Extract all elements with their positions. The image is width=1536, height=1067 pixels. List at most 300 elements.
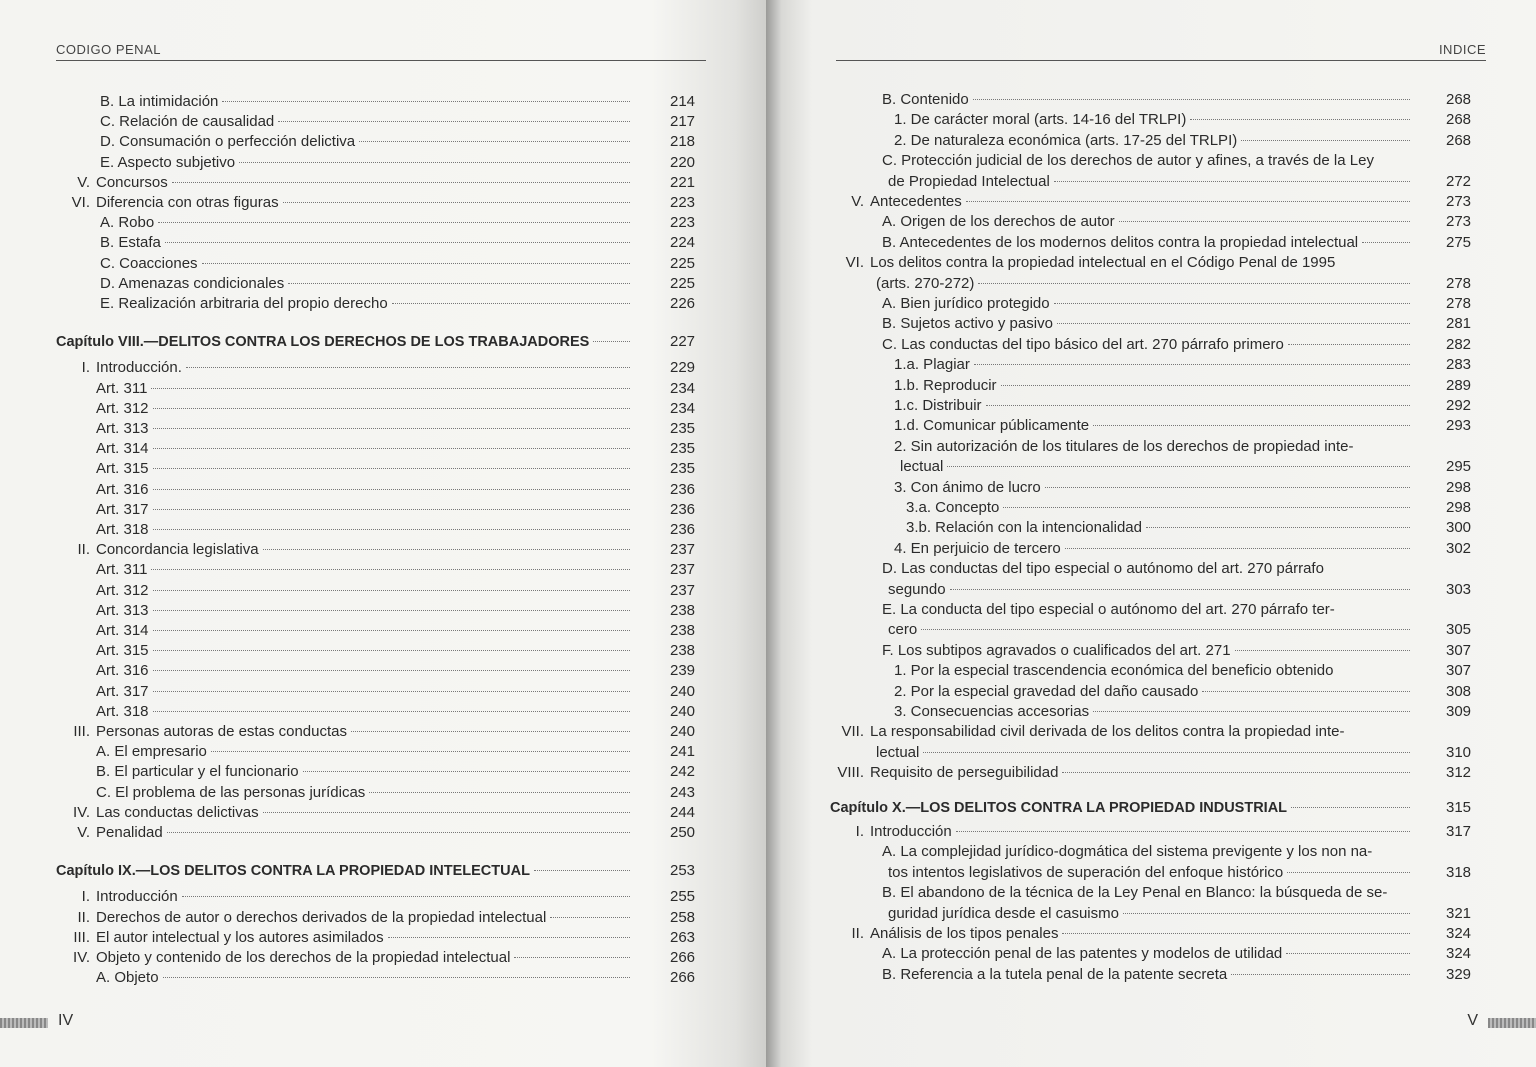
page-number: 218 [670, 133, 696, 151]
entry-number: V. [77, 824, 90, 841]
entry-continuation-text: segundo [888, 580, 946, 598]
entry-continuation-text: lectual [876, 743, 920, 761]
entry-title: B. Estafa [100, 234, 161, 252]
entry-number: VIII. [837, 764, 864, 782]
entry-title: Derechos de autor o derechos derivados de la propiedad intelectual [96, 908, 547, 926]
page-number: 237 [670, 561, 696, 579]
page-edge [0, 1018, 48, 1028]
page-number: 273 [1446, 213, 1472, 231]
header-rule [836, 60, 1486, 61]
dot-leader [1123, 913, 1410, 914]
page-number: 272 [1446, 172, 1472, 190]
entry-number: VII. [841, 723, 864, 741]
entry-continuation-text: (arts. 270-272) [876, 274, 975, 292]
page-number: 324 [1446, 925, 1472, 942]
dot-leader [950, 589, 1410, 590]
entry-title: E. La conducta del tipo especial o autónomo del art. 270 párrafo ter- [882, 601, 1335, 618]
dot-leader [153, 610, 630, 611]
dot-leader [1287, 872, 1410, 873]
page-number: 321 [1446, 904, 1472, 922]
toc-entry [830, 703, 1414, 721]
page-number: 275 [1446, 233, 1472, 251]
entry-title: 3.a. Concepto [906, 499, 1000, 516]
toc-entry [56, 969, 634, 987]
toc-entry [56, 561, 634, 579]
dot-leader [1065, 548, 1410, 549]
page-number: 308 [1446, 682, 1472, 700]
entry-number: VI. [845, 254, 864, 272]
page-number: 226 [670, 295, 696, 312]
toc-entry [56, 460, 634, 478]
dot-leader [211, 751, 630, 752]
toc-entry [56, 234, 634, 252]
entry-continuation-text: tos intentos legislativos de superación del enfoque histórico [888, 863, 1284, 881]
toc-entry [830, 213, 1414, 231]
dot-leader [1062, 772, 1410, 773]
toc-entry [56, 521, 634, 539]
entry-title: 1. Por la especial trascendencia económica del beneficio obtenido [894, 662, 1334, 680]
page-number: 273 [1446, 193, 1472, 210]
entry-continuation [888, 173, 1414, 191]
entry-continuation-text: de Propiedad Intelectual [888, 172, 1050, 190]
toc-entry [56, 194, 634, 212]
dot-leader [153, 691, 630, 692]
entry-title: Art. 315 [96, 460, 149, 478]
toc-entry [56, 275, 634, 293]
entry-title: Introducción. [96, 359, 182, 377]
page-number: 305 [1446, 621, 1472, 639]
page-number: 268 [1446, 91, 1472, 108]
page-number: 283 [1446, 356, 1472, 374]
dot-leader [303, 771, 630, 772]
dot-leader [153, 670, 630, 671]
entry-title: Personas autoras de estas conductas [96, 723, 347, 740]
page-number: 224 [670, 234, 696, 252]
entry-title: Art. 313 [96, 601, 149, 619]
dot-leader [1286, 953, 1410, 954]
page-number: 235 [670, 460, 696, 478]
dot-leader [973, 99, 1410, 100]
entry-number: I. [81, 888, 90, 906]
toc-entry [56, 214, 634, 232]
entry-title: Art. 314 [96, 622, 149, 639]
toc-entry [830, 91, 1414, 109]
entry-title: 3. Consecuencias accesorias [894, 703, 1090, 720]
entry-title: 1.a. Plagiar [894, 356, 970, 374]
page-number: 289 [1446, 376, 1472, 394]
toc-entry [56, 501, 634, 519]
toc-entry [830, 843, 1414, 861]
dot-leader [1054, 181, 1410, 182]
page-number: 278 [1446, 274, 1472, 292]
dot-leader [534, 870, 630, 871]
entry-continuation [888, 864, 1414, 882]
entry-title: La responsabilidad civil derivada de los delitos contra la propiedad inte- [870, 723, 1345, 741]
entry-title: Concordancia legislativa [96, 541, 259, 559]
page-number: 241 [670, 743, 696, 761]
entry-title: Objeto y contenido de los derechos de la propiedad intelectual [96, 949, 511, 966]
dot-leader [153, 509, 630, 510]
dot-leader [956, 831, 1410, 832]
page-number: 318 [1446, 863, 1472, 881]
toc-entry [56, 400, 634, 418]
toc-entry [56, 255, 634, 273]
dot-leader [514, 957, 630, 958]
entry-continuation [888, 905, 1414, 923]
dot-leader [1202, 691, 1410, 692]
entry-continuation-text: cero [888, 621, 918, 639]
toc-entry [56, 154, 634, 172]
header-rule [56, 60, 706, 61]
chapter-heading [56, 862, 634, 880]
toc-entry [830, 417, 1414, 435]
dot-leader [153, 529, 630, 530]
toc-entry [830, 336, 1414, 354]
dot-leader [186, 367, 630, 368]
toc-entry [830, 377, 1414, 395]
toc-entry [56, 622, 634, 640]
right-page [766, 0, 1536, 1067]
entry-number: V. [851, 193, 864, 210]
toc-entry [830, 823, 1414, 841]
dot-leader [1146, 527, 1410, 528]
dot-leader [172, 182, 630, 183]
toc-entry [56, 703, 634, 721]
dot-leader [1093, 425, 1410, 426]
dot-leader [1001, 385, 1410, 386]
page-number: 268 [1446, 131, 1472, 149]
page-number: 223 [670, 214, 696, 232]
page-number: 266 [670, 969, 696, 987]
entry-title: Requisito de perseguibilidad [870, 764, 1059, 782]
dot-leader [947, 466, 1410, 467]
page-number: 324 [1446, 945, 1472, 963]
toc-entry [830, 560, 1414, 578]
entry-title: E. Aspecto subjetivo [100, 153, 236, 171]
entry-title: B. Referencia a la tutela penal de la patente secreta [882, 965, 1228, 983]
entry-title: F. Los subtipos agravados o cualificados del art. 271 [882, 641, 1231, 659]
toc-entry [830, 884, 1414, 902]
entry-continuation [888, 621, 1414, 639]
page-number: 309 [1446, 703, 1472, 720]
dot-leader [222, 101, 630, 102]
page-number: 235 [670, 440, 696, 458]
toc-entry [56, 909, 634, 927]
page-number: 293 [1446, 417, 1472, 435]
page-number: 281 [1446, 315, 1472, 333]
dot-leader [1045, 487, 1410, 488]
entry-title: Capítulo IX.—LOS DELITOS CONTRA LA PROPIEDAD INTELECTUAL [56, 863, 530, 880]
entry-number: II. [77, 541, 90, 559]
page-number: 240 [670, 702, 696, 720]
dot-leader [153, 711, 630, 712]
entry-title: 1.b. Reproducir [894, 376, 997, 394]
page-number: 217 [670, 113, 696, 131]
entry-title: Diferencia con otras figuras [96, 194, 279, 211]
entry-title: A. Objeto [96, 969, 159, 987]
toc-entry [56, 295, 634, 313]
page-number: 214 [670, 93, 696, 110]
entry-title: C. El problema de las personas jurídicas [96, 783, 366, 801]
toc-entry [56, 420, 634, 438]
dot-leader [283, 202, 630, 203]
page-number: 268 [1446, 111, 1472, 129]
entry-title: Penalidad [96, 824, 163, 841]
toc-entry [56, 804, 634, 822]
entry-title: 3. Con ánimo de lucro [894, 478, 1041, 496]
dot-leader [153, 468, 630, 469]
page-number: 235 [670, 420, 696, 437]
page-number: 303 [1446, 580, 1472, 598]
toc-entry [830, 945, 1414, 963]
page-number: 236 [670, 480, 696, 498]
dot-leader [550, 917, 630, 918]
toc-entry [56, 602, 634, 620]
page-number: 292 [1446, 397, 1472, 414]
dot-leader [153, 630, 630, 631]
entry-title: C. Protección judicial de los derechos de autor y afines, a través de la Ley [882, 152, 1374, 170]
entry-title: Art. 314 [96, 440, 149, 458]
entry-number: V. [77, 173, 90, 191]
dot-leader [163, 977, 630, 978]
dot-leader [359, 141, 630, 142]
dot-leader [288, 283, 630, 284]
dot-leader [986, 405, 1410, 406]
entry-title: Art. 311 [96, 379, 148, 397]
page-number: 220 [670, 153, 696, 171]
toc-entry [56, 763, 634, 781]
toc-entry [56, 723, 634, 741]
dot-leader [263, 812, 630, 813]
page-number: 223 [670, 194, 696, 211]
entry-number: I. [81, 359, 90, 377]
entry-title: C. Coacciones [100, 254, 198, 272]
entry-title: Introducción [96, 888, 178, 906]
entry-title: Capítulo VIII.—DELITOS CONTRA LOS DERECHOS DE LOS TRABAJADORES [56, 334, 590, 351]
entry-title: Antecedentes [870, 193, 962, 210]
toc-entry [56, 949, 634, 967]
page-number: 225 [670, 254, 696, 272]
toc-entry [56, 642, 634, 660]
entry-title: C. Relación de causalidad [100, 113, 275, 131]
entry-title: Concursos [96, 173, 168, 191]
toc-entry [56, 133, 634, 151]
dot-leader [1231, 974, 1410, 975]
dot-leader [153, 428, 630, 429]
running-head: CODIGO PENAL [56, 42, 161, 57]
entry-title: A. El empresario [96, 743, 207, 761]
dot-leader [593, 341, 630, 342]
entry-title: Art. 312 [96, 581, 149, 599]
entry-title: 4. En perjuicio de tercero [894, 539, 1061, 557]
entry-continuation [876, 744, 1414, 762]
entry-title: Análisis de los tipos penales [870, 925, 1059, 942]
entry-title: Art. 316 [96, 480, 149, 498]
dot-leader [153, 650, 630, 651]
entry-title: 2. Por la especial gravedad del daño causado [894, 682, 1199, 700]
entry-title: B. Antecedentes de los modernos delitos contra la propiedad intelectual [882, 233, 1359, 251]
page-number: 221 [670, 173, 696, 191]
toc-entry [830, 438, 1414, 456]
dot-leader [1062, 933, 1410, 934]
dot-leader [151, 388, 630, 389]
dot-leader [921, 629, 1410, 630]
page-number: 242 [670, 763, 696, 781]
page-number: 263 [670, 928, 696, 946]
page-number: 307 [1446, 662, 1472, 680]
dot-leader [974, 364, 1410, 365]
dot-leader [1054, 303, 1410, 304]
dot-leader [351, 731, 630, 732]
dot-leader [923, 752, 1410, 753]
entry-title: Art. 317 [96, 682, 149, 700]
entry-number: III. [73, 928, 90, 946]
page-folio: V [1467, 1012, 1478, 1029]
dot-leader [263, 549, 630, 550]
page-number: 298 [1446, 478, 1472, 496]
toc-entry [830, 764, 1414, 782]
toc-entry [830, 234, 1414, 252]
page-number: 302 [1446, 539, 1472, 557]
entry-title: B. El particular y el funcionario [96, 763, 299, 781]
page-number: 229 [670, 359, 696, 377]
entry-continuation [876, 275, 1414, 293]
entry-title: Art. 316 [96, 662, 149, 680]
toc-entry [56, 743, 634, 761]
entry-title: Art. 318 [96, 521, 149, 538]
page-number: 234 [670, 399, 696, 417]
page-number: 238 [670, 642, 696, 660]
page-number: 278 [1446, 295, 1472, 312]
dot-leader [278, 121, 630, 122]
toc-entry [830, 356, 1414, 374]
entry-title: Las conductas delictivas [96, 803, 259, 821]
toc-entry [56, 113, 634, 131]
toc-entry [830, 132, 1414, 150]
dot-leader [966, 201, 1410, 202]
toc-entry [830, 662, 1414, 680]
toc-entry [56, 582, 634, 600]
dot-leader [1288, 344, 1410, 345]
dot-leader [239, 162, 630, 163]
entry-title: B. El abandono de la técnica de la Ley Penal en Blanco: la búsqueda de se- [882, 884, 1388, 902]
page-number: 310 [1446, 743, 1472, 761]
page-number: 266 [670, 949, 696, 966]
page-folio: IV [58, 1012, 74, 1029]
entry-title: Los delitos contra la propiedad intelectual en el Código Penal de 1995 [870, 254, 1336, 272]
page-number: 255 [670, 888, 696, 906]
entry-number: IV. [73, 803, 90, 821]
entry-number: II. [77, 908, 90, 926]
entry-continuation [888, 581, 1414, 599]
entry-title: Capítulo X.—LOS DELITOS CONTRA LA PROPIEDAD INDUSTRIAL [830, 799, 1288, 816]
entry-title: Art. 315 [96, 642, 149, 660]
page-number: 253 [670, 862, 696, 880]
dot-leader [182, 896, 630, 897]
toc-entry [56, 541, 634, 559]
entry-title: A. Robo [100, 214, 155, 232]
page-number: 238 [670, 622, 696, 639]
page-number: 298 [1446, 499, 1472, 516]
page-number: 227 [670, 333, 696, 351]
page-number: 312 [1446, 764, 1472, 782]
dot-leader [1119, 221, 1410, 222]
page-number: 237 [670, 581, 696, 599]
entry-title: Introducción [870, 823, 952, 840]
dot-leader [392, 303, 630, 304]
dot-leader [388, 937, 630, 938]
entry-title: Art. 318 [96, 702, 149, 720]
page-number: 243 [670, 783, 696, 801]
toc-entry [830, 925, 1414, 943]
toc-entry [830, 315, 1414, 333]
dot-leader [369, 792, 630, 793]
chapter-heading [830, 799, 1414, 817]
toc-entry [56, 683, 634, 701]
dot-leader [1093, 711, 1410, 712]
page-number: 295 [1446, 458, 1472, 476]
entry-title: 2. De naturaleza económica (arts. 17-25 del TRLPI) [894, 131, 1238, 149]
entry-title: B. Contenido [882, 91, 969, 108]
page-number: 240 [670, 682, 696, 700]
toc-entry [830, 723, 1414, 741]
entry-number: II. [851, 925, 864, 942]
toc-entry [830, 499, 1414, 517]
toc-entry [56, 380, 634, 398]
entry-number: I. [855, 823, 864, 840]
toc-entry [56, 359, 634, 377]
dot-leader [1291, 807, 1410, 808]
entry-continuation [900, 458, 1414, 476]
dot-leader [153, 448, 630, 449]
page-number: 258 [670, 908, 696, 926]
entry-title: B. Sujetos activo y pasivo [882, 315, 1053, 333]
entry-title: El autor intelectual y los autores asimilados [96, 928, 384, 946]
page-number: 244 [670, 803, 696, 821]
entry-title: A. Bien jurídico protegido [882, 295, 1050, 312]
dot-leader [153, 489, 630, 490]
dot-leader [1241, 140, 1410, 141]
entry-title: E. Realización arbitraria del propio derecho [100, 295, 388, 312]
entry-number: VI. [71, 194, 90, 211]
entry-continuation-text: guridad jurídica desde el casuismo [888, 904, 1119, 922]
entry-title: C. Las conductas del tipo básico del art. 270 párrafo primero [882, 335, 1284, 353]
page-number: 329 [1446, 965, 1472, 983]
entry-title: Art. 317 [96, 500, 149, 518]
page-number: 240 [670, 723, 696, 740]
chapter-heading [56, 333, 634, 351]
page-number: 307 [1446, 641, 1472, 659]
toc-entry [830, 397, 1414, 415]
entry-title: 3.b. Relación con la intencionalidad [906, 519, 1142, 537]
entry-title: Art. 311 [96, 561, 148, 579]
toc-entry [56, 440, 634, 458]
dot-leader [158, 222, 630, 223]
page-number: 238 [670, 601, 696, 619]
entry-title: 1.d. Comunicar públicamente [894, 417, 1090, 435]
dot-leader [1057, 323, 1410, 324]
page-number: 239 [670, 662, 696, 680]
entry-title: A. La protección penal de las patentes y modelos de utilidad [882, 945, 1283, 963]
entry-title: A. La complejidad jurídico-dogmática del sistema previgente y los non na- [882, 843, 1373, 861]
entry-title: A. Origen de los derechos de autor [882, 213, 1115, 231]
toc-entry [830, 683, 1414, 701]
dot-leader [978, 283, 1410, 284]
dot-leader [1003, 507, 1410, 508]
dot-leader [151, 569, 630, 570]
page-number: 282 [1446, 335, 1472, 353]
dot-leader [165, 242, 630, 243]
